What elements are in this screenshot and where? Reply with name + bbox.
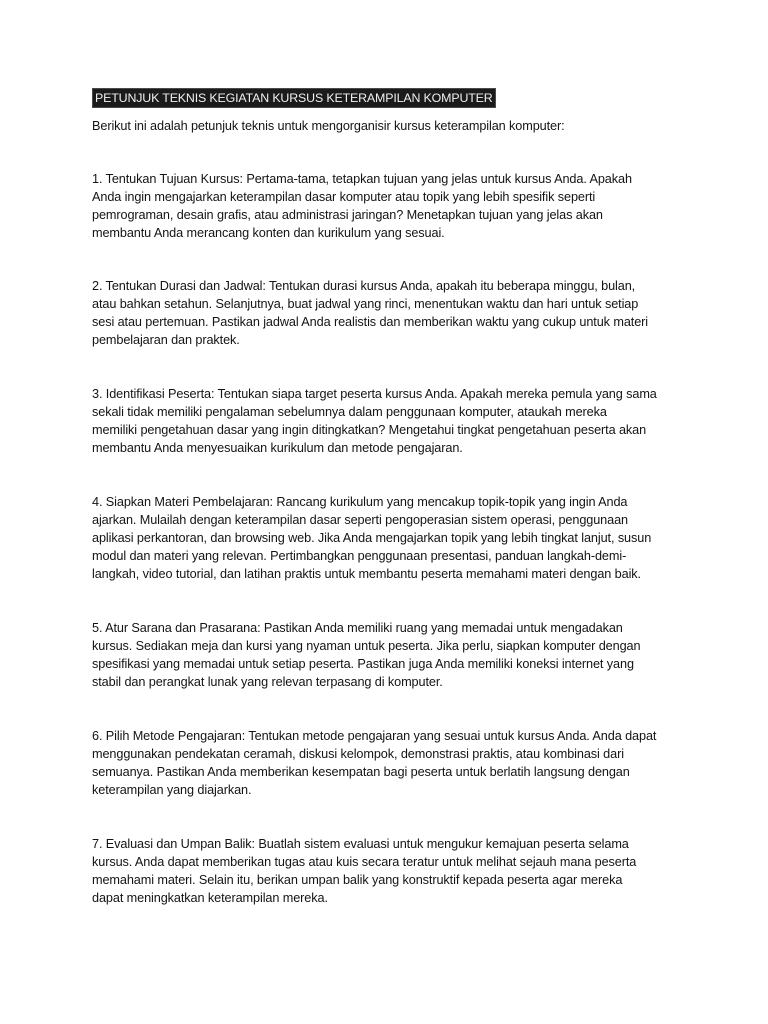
paragraph-line: 3. Identifikasi Peserta: Tentukan siapa target peserta kursus Anda. Apakah mereka pemula yang sama bbox=[92, 387, 657, 401]
paragraph-line: 4. Siapkan Materi Pembelajaran: Rancang kurikulum yang mencakup topik-topik yang ingin Anda bbox=[92, 495, 628, 509]
paragraph-line: membantu Anda merancang konten dan kurikulum yang sesuai. bbox=[92, 226, 445, 240]
paragraph-line: pemrograman, desain grafis, atau administrasi jaringan? Menetapkan tujuan yang jelas akan bbox=[92, 208, 603, 222]
paragraph-line: sesi atau pertemuan. Pastikan jadwal Anda realistis dan memberikan waktu yang cukup untuk materi bbox=[92, 315, 649, 329]
paragraph-line: 1. Tentukan Tujuan Kursus: Pertama-tama, tetapkan tujuan yang jelas untuk kursus Anda. Apakah bbox=[92, 172, 632, 186]
paragraph-line: 5. Atur Sarana dan Prasarana: Pastikan Anda memiliki ruang yang memadai untuk mengadakan bbox=[92, 621, 623, 635]
paragraph-line: modul dan materi yang relevan. Pertimbangkan penggunaan presentasi, panduan langkah-demi- bbox=[92, 549, 627, 563]
paragraph-line: 7. Evaluasi dan Umpan Balik: Buatlah sistem evaluasi untuk mengukur kemajuan peserta selama bbox=[92, 837, 629, 851]
paragraph-tujuan-kursus bbox=[92, 170, 688, 242]
paragraph-line: keterampilan yang diajarkan. bbox=[92, 783, 252, 797]
paragraph-line: 2. Tentukan Durasi dan Jadwal: Tentukan durasi kursus Anda, apakah itu beberapa minggu, bulan, bbox=[92, 279, 636, 293]
paragraph-line: atau bahkan setahun. Selanjutnya, buat jadwal yang rinci, menentukan waktu dan hari untuk setiap bbox=[92, 297, 639, 311]
paragraph-identifikasi-peserta bbox=[92, 385, 688, 457]
document-title[interactable]: PETUNJUK TEKNIS KEGIATAN KURSUS KETERAMPILAN KOMPUTER bbox=[92, 88, 496, 108]
paragraph-line: memiliki pengetahuan dasar yang ingin ditingkatkan? Mengetahui tingkat pengetahuan peserta akan bbox=[92, 423, 647, 437]
paragraph-materi-pembelajaran bbox=[92, 493, 688, 583]
paragraph-evaluasi-umpan-balik bbox=[92, 835, 688, 907]
paragraph-line: stabil dan perangkat lunak yang relevan terpasang di komputer. bbox=[92, 675, 443, 689]
paragraph-line: sekali tidak memiliki pengalaman sebelumnya dalam penggunaan komputer, ataukah mereka bbox=[92, 405, 607, 419]
paragraph-line: aplikasi perkantoran, dan browsing web. Jika Anda mengajarkan topik yang lebih tingkat lanjut, susun bbox=[92, 531, 652, 545]
paragraph-durasi-jadwal bbox=[92, 277, 688, 349]
paragraph-line: kursus. Anda dapat memberikan tugas atau kuis secara teratur untuk melihat sejauh mana peserta bbox=[92, 855, 637, 869]
paragraph-line: Anda ingin mengajarkan keterampilan dasar komputer atau topik yang lebih spesifik seperti bbox=[92, 190, 596, 204]
paragraph-line: ajarkan. Mulailah dengan keterampilan dasar seperti pengoperasian sistem operasi, penggunaan bbox=[92, 513, 629, 527]
paragraph-line: 6. Pilih Metode Pengajaran: Tentukan metode pengajaran yang sesuai untuk kursus Anda. Anda dapat bbox=[92, 729, 657, 743]
paragraph-line: spesifikasi yang memadai untuk setiap peserta. Pastikan juga Anda memiliki koneksi internet yang bbox=[92, 657, 634, 671]
paragraph-line: pembelajaran dan praktek. bbox=[92, 333, 240, 347]
paragraph-line: langkah, video tutorial, dan latihan praktis untuk membantu peserta memahami materi dengan baik. bbox=[92, 567, 641, 581]
paragraph-line: semuanya. Pastikan Anda memberikan kesempatan bagi peserta untuk berlatih langsung dengan bbox=[92, 765, 630, 779]
paragraph-line: kursus. Sediakan meja dan kursi yang nyaman untuk peserta. Jika perlu, siapkan komputer dengan bbox=[92, 639, 641, 653]
intro-text: Berikut ini adalah petunjuk teknis untuk mengorganisir kursus keterampilan komputer: bbox=[92, 119, 565, 133]
paragraph-line: memahami materi. Selain itu, berikan umpan balik yang konstruktif kepada peserta agar mereka bbox=[92, 873, 623, 887]
paragraph-line: dapat meningkatkan keterampilan mereka. bbox=[92, 891, 328, 905]
paragraph-line: membantu Anda menyesuaikan kurikulum dan metode pengajaran. bbox=[92, 441, 463, 455]
paragraph-sarana-prasarana bbox=[92, 619, 688, 691]
paragraph-metode-pengajaran bbox=[92, 727, 688, 799]
paragraph-line: menggunakan pendekatan ceramah, diskusi kelompok, demonstrasi praktis, atau kombinasi dari bbox=[92, 747, 624, 761]
